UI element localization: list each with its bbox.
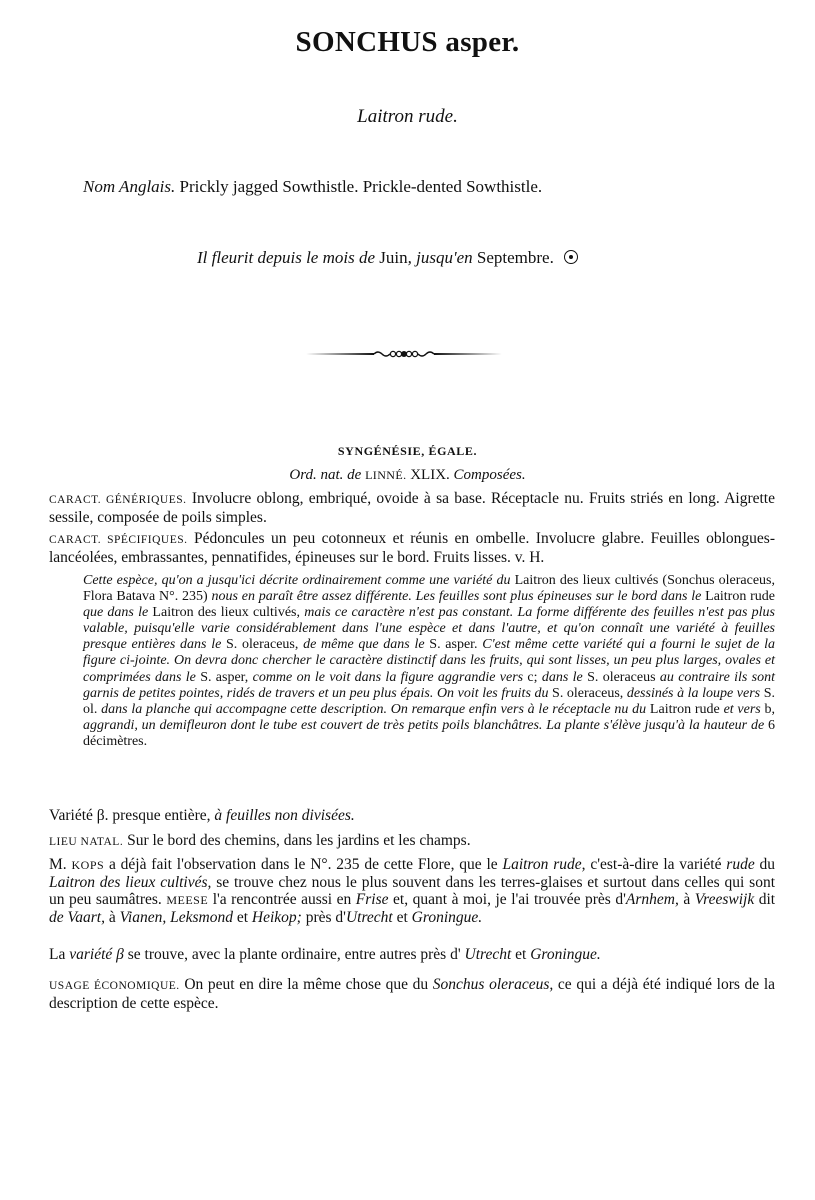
kops-text: et, quant à moi, je l'ai trouvée près d' <box>393 891 626 908</box>
variety-text: Variété β. presque entière, <box>49 807 211 824</box>
remark-text: dessinés à la loupe vers <box>626 685 761 701</box>
usage-italic: Sonchus oleraceus, <box>432 976 554 993</box>
remark-roman: S. oleraceus, <box>226 637 299 653</box>
remark-roman: Laitron des lieux cultivés, <box>152 605 300 621</box>
remark-roman: c; <box>527 669 538 685</box>
ord-author: LINNÉ. <box>365 468 407 482</box>
remark-roman: S. asper. <box>429 637 478 653</box>
beta-text: La <box>49 946 66 963</box>
flowering-line <box>197 248 578 268</box>
beta-text: se trouve, avec la plante ordinaire, entre autres près d' <box>127 946 461 963</box>
ornamental-divider <box>304 346 504 362</box>
kops-italic: Groningue. <box>411 909 483 926</box>
variety-beta <box>49 807 775 824</box>
habitat-text: Sur le bord des chemins, dans les jardins et les champs. <box>127 832 471 849</box>
kops-italic: Utrecht <box>345 909 393 926</box>
variety-italic: à feuilles non divisées. <box>214 807 355 824</box>
habitat-label: LIEU NATAL. <box>49 836 124 848</box>
natural-order-line <box>0 467 815 484</box>
remark-text: dans la planche qui accompagne cette description. On remarque enfin vers à le réceptacle nu du <box>101 701 647 717</box>
kops-paragraph <box>49 856 775 926</box>
remark-roman: S. asper, <box>200 669 249 685</box>
kops-italic: Arnhem, <box>625 891 679 908</box>
remark-paragraph <box>83 573 775 750</box>
remark-text: nous en paraît être assez différente. Les feuilles sont plus épineuses sur le bord dans le <box>211 589 702 605</box>
kops-italic: Laitron rude, <box>502 856 586 873</box>
kops-italic: Laitron des lieux cultivés, <box>49 874 212 891</box>
beta-italic: Groningue. <box>530 946 601 963</box>
remark-roman: S. oleraceus <box>587 669 656 685</box>
english-name-value: Prickly jagged Sowthistle. Prickle-dented Sowthistle. <box>179 177 543 196</box>
remark-text: et vers <box>723 701 761 717</box>
english-name-label: Nom Anglais. <box>83 177 176 196</box>
kops-italic: de Vaart, <box>49 909 105 926</box>
specific-text: Pédoncules un peu cotonneux et réunis en ombelle. Involucre glabre. Feuilles oblongues-lancéolées, embrassantes, pennatifides, épineuses sur le bord. Fruits lisses. v. H. <box>49 530 775 566</box>
remark-text: de même que dans le <box>303 637 425 653</box>
kops-italic: Vreeswijk <box>694 891 755 908</box>
usage-text: On peut en dire la même chose que du <box>184 976 429 993</box>
remark-roman: S. ol. <box>83 685 775 717</box>
kops-text: M. <box>49 856 67 873</box>
kops-text: a déjà fait l'observation dans le N°. 235 de cette Flore, que le <box>108 856 498 873</box>
kops-italic: Frise <box>355 891 389 908</box>
beta-text: et <box>515 946 527 963</box>
kops-text: l'a rencontrée aussi en <box>212 891 352 908</box>
specific-characters <box>49 530 775 566</box>
remark-text: au contraire ils sont garnis de petites pointes, ridés de travers et un peu plus épais. On voit les fruits du <box>83 669 776 701</box>
generic-label: CARACT. GÉNÉRIQUES. <box>49 494 187 506</box>
kops-italic: Vianen, Leksmond <box>119 909 233 926</box>
kops-text: c'est-à-dire la variété <box>590 856 722 873</box>
remark-text: mais ce caractère n'est pas constant. La forme différente des feuilles n'est pas plus valable, puisqu'elle varie considérablement dans l'une espèce et dans l'autre, et qu'on connaît une variété à feuilles presque entières dans le <box>83 605 775 653</box>
specific-label: CARACT. SPÉCIFIQUES. <box>49 534 188 546</box>
generic-characters <box>49 490 775 526</box>
usage-label: USAGE ÉCONOMIQUE. <box>49 980 180 992</box>
remark-text: comme on le voit dans la figure aggrandie vers <box>252 669 524 685</box>
remark-text: aggrandi, un demifleuron dont le tube est couvert de très petits poils blanchâtres. La plante s'élève jusqu'à la hauteur de <box>83 717 765 733</box>
flowering-text-2: , jusqu'en <box>407 248 473 267</box>
english-name-line <box>83 177 542 197</box>
remark-roman: 6 décimètres. <box>83 717 776 749</box>
ord-number: XLIX. <box>410 467 450 483</box>
kops-name: KOPS <box>71 858 105 872</box>
usage-text: ce qui a déjà été indiqué lors de la description de cette espèce. <box>49 976 776 1012</box>
classification-heading: SYNGÉNÉSIE, ÉGALE. <box>337 444 478 458</box>
kops-italic: rude <box>726 856 755 873</box>
kops-text: à <box>108 909 116 926</box>
meese-name: MEESE <box>166 893 209 907</box>
generic-text: Involucre oblong, embriqué, ovoide à sa base. Réceptacle nu. Fruits striés en long. Aigrette sessile, composée de poils simples. <box>49 490 775 526</box>
kops-text: à <box>683 891 691 908</box>
kops-text: dit <box>758 891 776 908</box>
annual-plant-symbol-icon <box>564 250 578 264</box>
kops-text: et <box>236 909 249 926</box>
ord-prefix: Ord. nat. de <box>289 467 362 483</box>
remark-text: que dans le <box>83 605 149 621</box>
beta-italic: variété β <box>69 946 124 963</box>
kops-text: près d' <box>305 909 346 926</box>
flowering-text-1: Il fleurit depuis le mois de <box>197 248 376 267</box>
kops-text: et <box>396 909 408 926</box>
kops-italic: Heikop; <box>251 909 302 926</box>
beta-italic: Utrecht <box>464 946 512 963</box>
kops-text: se trouve chez nous le plus souvent dans les terres-glaises et surtout dans celles qui sont un peu saumâtres. <box>49 874 776 908</box>
page-title: SONCHUS asper. <box>295 26 520 58</box>
remark-text: C'est même cette variété qui a fourni le sujet de la figure ci-jointe. On devra donc chercher le caractère distinctif dans les fruits, qui sont lisses, un peu plus larges, ovales et comprimées dans le <box>83 637 775 685</box>
remark-text: Cette espèce, qu'on a jusqu'ici décrite ordinairement comme une variété du <box>83 573 511 588</box>
beta-paragraph <box>49 946 775 963</box>
flowering-month-end: Septembre. <box>476 248 554 267</box>
usage-paragraph <box>49 976 775 1012</box>
remark-roman: Laitron rude <box>649 701 720 717</box>
kops-text: du <box>759 856 776 873</box>
french-name: Laitron rude. <box>357 106 458 127</box>
habitat-paragraph <box>49 832 775 851</box>
remark-text: dans le <box>541 669 583 685</box>
ord-family: Composées. <box>453 467 526 483</box>
remark-roman: S. oleraceus, <box>552 685 624 701</box>
flowering-month-start: Juin <box>379 248 408 267</box>
remark-roman: Laitron des lieux cultivés (Sonchus oleraceus, Flora Batava N°. 235) <box>83 573 776 605</box>
remark-roman: Laitron rude <box>705 589 776 605</box>
remark-roman: b, <box>764 701 776 717</box>
